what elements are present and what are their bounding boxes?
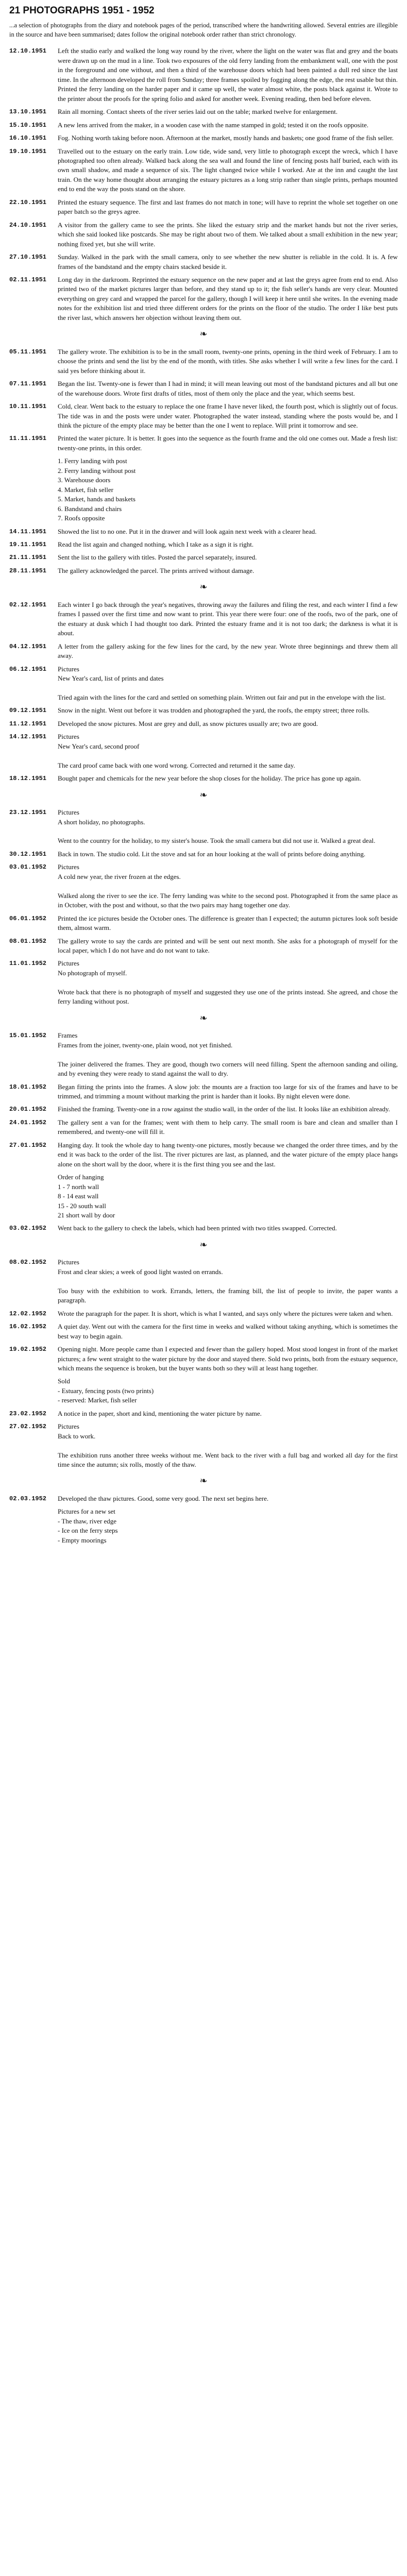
diary-entry: [9, 347, 398, 376]
entry-date: 11.01.1952: [9, 960, 47, 968]
diary-entry: [9, 1258, 398, 1305]
diary-entry: [9, 1309, 398, 1318]
entry-date: 08.02.1952: [9, 1259, 47, 1266]
section-ornament: ❧: [199, 1239, 208, 1250]
diary-entry: [9, 719, 398, 728]
entry-date: 20.01.1952: [9, 1106, 47, 1113]
entry-text: Pictures New Year's card, second proof The card proof came back with one word wrong. Corrected and returned it the same day.: [58, 733, 295, 769]
entry-date: 19.02.1952: [9, 1346, 47, 1353]
entry-date: 13.10.1951: [9, 108, 47, 116]
entry-date: 30.12.1951: [9, 850, 47, 858]
diary-entry: [9, 540, 398, 549]
diary-entry: [9, 221, 398, 249]
diary-entry: [9, 1082, 398, 1101]
section-ornament: ❧: [199, 582, 208, 593]
entry-date: 18.01.1952: [9, 1083, 47, 1091]
entry-text: Pictures Back to work. The exhibition runs another three weeks without me. Went back to the river with a full bag and worked all day for the first time since the autumn; six rolls, mostly of the thaw.: [58, 1422, 398, 1469]
entry-date: [9, 456, 58, 457]
diary-entry: [9, 1141, 398, 1169]
diary-entry: [9, 1494, 398, 1503]
entry-date: 02.03.1952: [9, 1495, 47, 1503]
entry-date: 07.11.1951: [9, 380, 47, 388]
entry-text: Pictures A cold new year, the river frozen at the edges. Walked along the river to see the ice. The ferry landing was white to the second post. Photographed it from the same place as in October, with the post and without, so that the two pairs may hang together one day.: [58, 863, 398, 909]
entry-text: Order of hanging 1 - 7 north wall 8 - 14 east wall 15 - 20 south wall 21 short wall by door: [58, 1173, 115, 1219]
intro-paragraph: ...a selection of photographs from the diary and notebook pages of the period, transcribed where the handwriting allowed. Several entries are illegible in the source and have been summarised; dates follow the original notebook order rather than strict chronology.: [9, 21, 398, 38]
diary-entry: [9, 1118, 398, 1137]
entry-date: 09.12.1951: [9, 707, 47, 715]
diary-entry: [9, 107, 398, 116]
entry-text: Sent the list to the gallery with titles. Posted the parcel separately, insured.: [58, 553, 257, 562]
entry-date: 19.11.1951: [9, 540, 47, 548]
diary-entry: [9, 1105, 398, 1114]
diary-entry: [9, 566, 398, 575]
diary-entry: [9, 147, 398, 194]
diary-entry: [9, 862, 398, 910]
entry-text: Hanging day. It took the whole day to hang twenty-one pictures, mostly because we changed the order three times, and by the end it was back to the order of the list. The river pictures are last, as planned, and the water picture of the empty place hangs alone on the short wall by the door, where it is the first thing you see and the last.: [58, 1141, 398, 1168]
diary-entry: [9, 600, 398, 638]
entry-text: Sunday. Walked in the park with the small camera, only to see whether the new shutter is reliable in the cold. It is. A few frames of the bandstand and the empty chairs stacked beside it.: [58, 253, 398, 270]
section-ornament: ❧: [199, 329, 208, 340]
section-ornament: ❧: [199, 789, 208, 801]
entry-text: Began fitting the prints into the frames. A slow job: the mounts are a fraction too large for six of the frames and have to be trimmed, and trimming a mount without marking the print is harder than it looks. By night eleven were done.: [58, 1082, 398, 1100]
diary-entry: [9, 252, 398, 272]
diary-entry: [9, 1322, 398, 1341]
diary-entry: [9, 1507, 398, 1545]
entry-date: 03.01.1952: [9, 863, 47, 871]
entry-date: 11.11.1951: [9, 435, 47, 443]
entry-text: Snow in the night. Went out before it was trodden and photographed the yard, the roofs, the empty street; three rolls.: [58, 706, 370, 715]
entry-text: Printed the water picture. It is better. It goes into the sequence as the fourth frame and the old one comes out. Made a fresh list: twenty-one prints, in this order.: [58, 434, 398, 452]
entry-text: Travelled out to the estuary on the early train. Low tide, wide sand, very little to photograph except the wreck, which I have photographed too often already. Walked back along the sea wall and found the line of fencing posts half buried, each with its own small shadow, and made a sequence of six. The light changed twice while I worked. Ate at the inn and caught the last train. On the way home thought about arranging the estuary pictures as a long strip rather than single prints, perhaps mounted end to end the way the posts stand on the shore.: [58, 147, 398, 193]
diary-entry: [9, 1173, 398, 1220]
diary-entry: [9, 121, 398, 130]
diary-entry: [9, 275, 398, 323]
entry-text: Opening night. More people came than I expected and fewer than the gallery hoped. Most stood longest in front of the market pictures; a few went straight to the water picture by the door and stayed there. Sold two prints, both from the estuary sequence, which means the sequence is broken, but the buyer wants both so they will at least hang together.: [58, 1345, 398, 1372]
diary-entry: [9, 642, 398, 661]
diary-entry: [9, 456, 398, 523]
entry-text: Pictures Frost and clear skies; a week of good light wasted on errands. Too busy with the exhibition to work. Errands, letters, the framing bill, the list of people to invite, the paper wants a paragraph.: [58, 1258, 398, 1304]
entry-date: 14.12.1951: [9, 733, 47, 741]
entry-text: Read the list again and changed nothing, which I take as a sign it is right.: [58, 540, 254, 548]
entry-list: [9, 46, 398, 1545]
entry-text: A visitor from the gallery came to see the prints. She liked the estuary strip and the market hands but not the river series, which she said looked like postcards. She may be right about two of them. We talked about a small exhibition in the new year; nothing fixed yet, but she will write.: [58, 221, 398, 248]
entry-text: Printed the estuary sequence. The first and last frames do not match in tone; will have to reprint the whole set together on one paper batch so the greys agree.: [58, 198, 398, 216]
entry-text: Fog. Nothing worth taking before noon. Afternoon at the market, mostly hands and baskets; one good frame of the fish seller.: [58, 134, 394, 142]
entry-text: A new lens arrived from the maker, in a wooden case with the name stamped in gold; tested it on the roofs opposite.: [58, 121, 369, 129]
entry-text: Developed the snow pictures. Most are grey and dull, as snow pictures usually are; two are good.: [58, 719, 318, 727]
entry-text: The gallery wrote. The exhibition is to be in the small room, twenty-one prints, opening in the third week of February. I am to choose the prints and send the list by the end of the month, with titles. She asks whether I will write a few lines for the card. I said yes before thinking about it.: [58, 347, 398, 375]
entry-date: 27.10.1951: [9, 253, 47, 261]
entry-text: Went back to the gallery to check the labels, which had been printed with two titles swapped. Corrected.: [58, 1224, 337, 1232]
diary-entry: [9, 1345, 398, 1373]
diary-entry: [9, 1377, 398, 1405]
entry-date: 15.01.1952: [9, 1032, 47, 1040]
entry-text: Pictures for a new set - The thaw, river edge - Ice on the ferry steps - Empty moorings: [58, 1507, 118, 1544]
diary-entry: [9, 1031, 398, 1078]
entry-text: Left the studio early and walked the long way round by the river, where the light on the water was flat and grey and the boats were drawn up on the mud in a line. Took two exposures of the old ferry landing from the embankment wall, one with the post in the foreground and one without, and then a third of the warehouse doors which had been painted a dull red since the last time. In the afternoon developed the roll from Sunday; three frames spoiled by fogging along the edge, the rest usable but thin. Printed the ferry landing on the harder paper and it came up well, the water almost white, the posts black against it. Wrote to the printer about the proofs for the spring folio and asked for another week. Evening reading, then bed before eleven.: [58, 47, 398, 103]
entry-text: Showed the list to no one. Put it in the drawer and will look again next week with a clearer head.: [58, 527, 317, 535]
diary-entry: [9, 379, 398, 398]
diary-entry: [9, 774, 398, 783]
diary-entry: [9, 553, 398, 562]
diary-entry: [9, 937, 398, 956]
entry-text: Back in town. The studio cold. Lit the stove and sat for an hour looking at the wall of prints before doing anything.: [58, 850, 366, 858]
entry-date: 16.10.1951: [9, 134, 47, 142]
entry-text: Sold - Estuary, fencing posts (two prints) - reserved: Market, fish seller: [58, 1377, 154, 1404]
entry-text: Pictures New Year's card, list of prints and dates Tried again with the lines for the card and settled on something plain. Written out fair and put in the envelope with the list.: [58, 665, 386, 701]
entry-date: 08.01.1952: [9, 937, 47, 945]
diary-entry: [9, 665, 398, 703]
diary-entry: [9, 198, 398, 217]
entry-date: 06.12.1951: [9, 665, 47, 673]
entry-date: 24.01.1952: [9, 1118, 47, 1126]
diary-entry: [9, 46, 398, 104]
entry-date: 05.11.1951: [9, 348, 47, 355]
entry-date: 10.11.1951: [9, 403, 47, 411]
entry-date: 02.12.1951: [9, 601, 47, 608]
section-ornament: ❧: [199, 1012, 208, 1024]
diary-entry: [9, 808, 398, 846]
entry-date: 15.10.1951: [9, 121, 47, 129]
entry-date: 23.02.1952: [9, 1410, 47, 1417]
entry-date: 06.01.1952: [9, 914, 47, 922]
entry-text: A letter from the gallery asking for the few lines for the card, by the new year. Wrote three beginnings and threw them all away.: [58, 642, 398, 660]
entry-text: Developed the thaw pictures. Good, some very good. The next set begins here.: [58, 1495, 269, 1503]
entry-text: Long day in the darkroom. Reprinted the estuary sequence on the new paper and at last the greys agree from end to end. Also printed two of the market pictures larger than before, and they stand up to it; the fish seller's hands are very clear. Mounted everything on grey card and wrapped the parcel for the gallery, though I will keep it here until she writes. In the evening made notes for the exhibition list and tried three different orders for the prints on the floor of the studio. The order I like best puts the river last, which answers her objection without leaving them out.: [58, 275, 398, 321]
entry-date: 11.12.1951: [9, 720, 47, 727]
entry-date: 24.10.1951: [9, 221, 47, 229]
entry-date: 03.02.1952: [9, 1225, 47, 1232]
entry-text: Printed the ice pictures beside the October ones. The difference is greater than I expected; the autumn pictures look soft beside them, almost warm.: [58, 914, 398, 932]
diary-entry: [9, 850, 398, 859]
entry-text: Pictures No photograph of myself. Wrote back that there is no photograph of myself and suggested they use one of the prints instead. She agreed, and chose the ferry landing without post.: [58, 959, 398, 1006]
entry-date: 04.12.1951: [9, 642, 47, 650]
entry-text: Frames Frames from the joiner, twenty-one, plain wood, not yet finished. The joiner delivered the frames. They are good, though two corners will need filling. Spent the afternoon sanding and oiling, and by evening they were ready to stand against the wall to dry.: [58, 1031, 398, 1078]
diary-entry: [9, 914, 398, 933]
entry-text: Cold, clear. Went back to the estuary to replace the one frame I have never liked, the fourth post, which is slightly out of focus. The tide was in and the posts were under water. Photographed the water instead, standing where the posts would be, and I think the picture of the empty place may be better than the one I went to replace. Will print it tomorrow and see.: [58, 402, 398, 429]
entry-text: A quiet day. Went out with the camera for the first time in weeks and walked without taking anything, which is sometimes the best way to begin again.: [58, 1323, 398, 1340]
entry-text: Wrote the paragraph for the paper. It is short, which is what I wanted, and says only where the pictures were taken and when.: [58, 1309, 393, 1317]
entry-date: 28.11.1951: [9, 567, 47, 574]
entry-date: 02.11.1951: [9, 276, 47, 283]
entry-text: The gallery wrote to say the cards are printed and will be sent out next month. She asks for a photograph of myself for the local paper, which I do not have and do not want to take.: [58, 937, 398, 954]
page-title: 21 PHOTOGRAPHS 1951 - 1952: [9, 5, 155, 16]
entry-text: Each winter I go back through the year's negatives, throwing away the failures and filing the rest, and each winter I find a few frames I passed over the first time and now want to print. This year there were four: one of the roofs, two of the park, one of the estuary at dusk which I had thought too dark. Printed the estuary frame and it is not too dark; the darkness is what it is about.: [58, 600, 398, 637]
diary-entry: [9, 434, 398, 453]
entry-date: 19.10.1951: [9, 147, 47, 155]
entry-text: Began the list. Twenty-one is fewer than I had in mind; it will mean leaving out most of the bandstand pictures and all but one of the warehouse doors. Wrote first drafts of titles, most of them only the place and the year, which seems best.: [58, 380, 398, 397]
entry-text: 1. Ferry landing with post 2. Ferry landing without post 3. Warehouse doors 4. Market, fish seller 5. Market, hands and baskets 6. Bandstand and chairs 7. Roofs opposite: [58, 457, 136, 522]
entry-text: Pictures A short holiday, no photographs. Went to the country for the holiday, to my sister's house. Took the small camera but did not use it. Walked a great deal.: [58, 808, 376, 845]
entry-text: Finished the framing. Twenty-one in a row against the studio wall, in the order of the list. It looks like an exhibition already.: [58, 1105, 390, 1113]
entry-text: Bought paper and chemicals for the new year before the shop closes for the holiday. The price has gone up again.: [58, 774, 361, 783]
entry-date: 21.11.1951: [9, 554, 47, 562]
diary-entry: [9, 527, 398, 536]
diary-entry: [9, 1224, 398, 1233]
diary-entry: [9, 959, 398, 1006]
entry-date: 27.02.1952: [9, 1423, 47, 1431]
entry-date: 12.10.1951: [9, 47, 47, 55]
diary-entry: [9, 1409, 398, 1418]
entry-text: Rain all morning. Contact sheets of the river series laid out on the table; marked twelve for enlargement.: [58, 108, 338, 116]
entry-date: 14.11.1951: [9, 528, 47, 535]
entry-date: 18.12.1951: [9, 775, 47, 783]
diary-entry: [9, 402, 398, 430]
diary-entry: [9, 732, 398, 770]
entry-date: 23.12.1951: [9, 809, 47, 817]
entry-text: A notice in the paper, short and kind, mentioning the water picture by name.: [58, 1409, 262, 1417]
entry-date: 16.02.1952: [9, 1323, 47, 1331]
entry-text: The gallery sent a van for the frames; went with them to help carry. The small room is bare and clean and smaller than I remembered, and twenty-one will fill it.: [58, 1118, 398, 1136]
entry-date: 12.02.1952: [9, 1310, 47, 1317]
diary-entry: [9, 1422, 398, 1469]
entry-date: 22.10.1951: [9, 198, 47, 206]
diary-entry: [9, 133, 398, 143]
entry-date: 27.01.1952: [9, 1141, 47, 1149]
entry-text: The gallery acknowledged the parcel. The prints arrived without damage.: [58, 566, 255, 574]
section-ornament: ❧: [199, 1476, 208, 1487]
diary-entry: [9, 706, 398, 715]
